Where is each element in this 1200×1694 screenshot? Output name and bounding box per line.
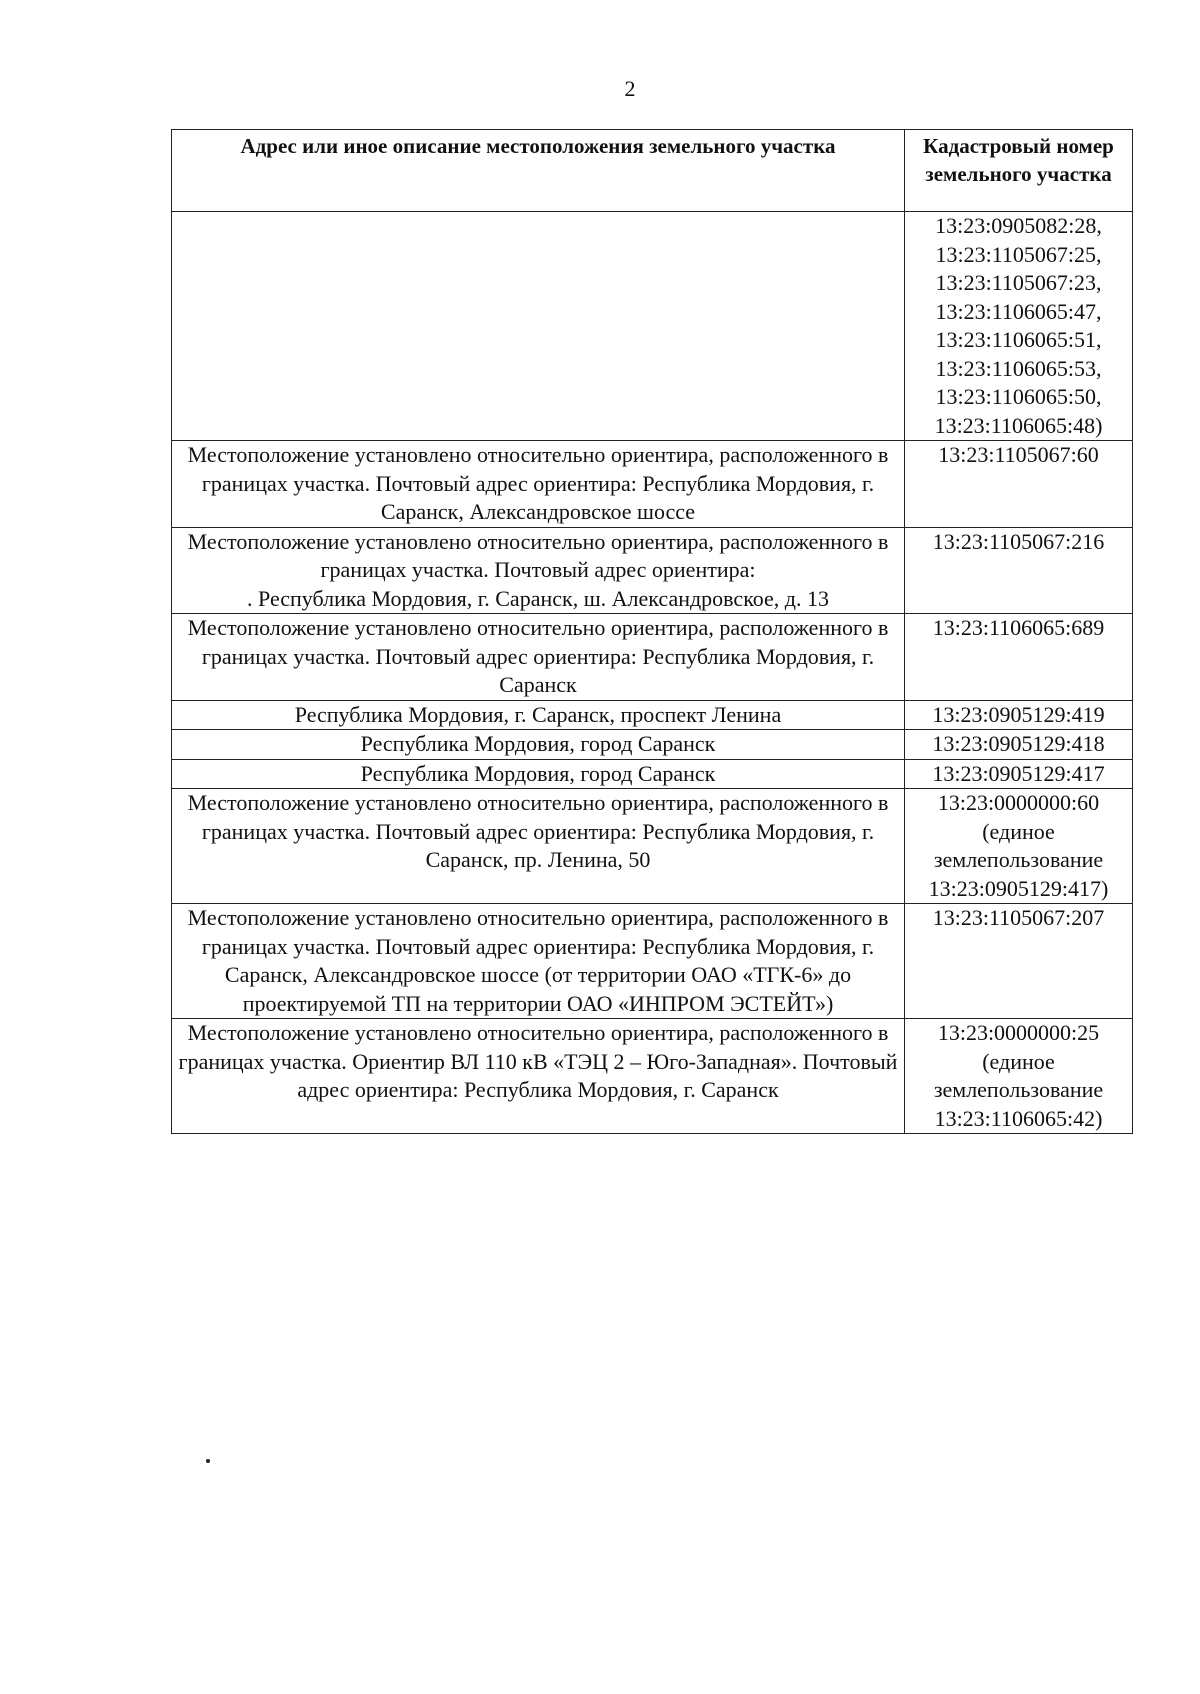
address-cell: Местоположение установлено относительно ориентира, расположенного в границах участка. Ориентир ВЛ 110 кВ «ТЭЦ 2 – Юго-Западная». Почтовый адрес ориентира: Республика Мордовия, г. Саранск bbox=[172, 1019, 905, 1134]
cadastral-cell bbox=[905, 441, 1133, 528]
cadastral-cell bbox=[905, 789, 1133, 904]
address-cell: Республика Мордовия, город Саранск bbox=[172, 730, 905, 760]
cadastral-number: 13:23:1106065:689 bbox=[932, 615, 1105, 640]
header-cadastral: Кадастровый номер земельного участка bbox=[905, 130, 1133, 212]
cadastral-cell bbox=[905, 1019, 1133, 1134]
address-cell bbox=[172, 527, 905, 614]
address-cell: Местоположение установлено относительно ориентира, расположенного в границах участка. Почтовый адрес ориентира: Республика Мордовия, г. Саранск, Александровское шоссе bbox=[172, 441, 905, 528]
cadastral-number: 13:23:1106065:53, bbox=[935, 355, 1102, 381]
address-cell: Местоположение установлено относительно ориентира, расположенного в границах участка. Почтовый адрес ориентира: Республика Мордовия, г. Саранск, пр. Ленина, 50 bbox=[172, 789, 905, 904]
table-row bbox=[172, 789, 1133, 904]
table-row bbox=[172, 1019, 1133, 1134]
table-row bbox=[172, 700, 1133, 730]
cadastral-cell bbox=[905, 759, 1133, 789]
cadastral-number: 13:23:0905129:418 bbox=[932, 731, 1105, 756]
address-cell bbox=[172, 212, 905, 441]
address-prefix: Местоположение установлено относительно ориентира, расположенного в границах участка. Почтовый адрес ориентира: bbox=[187, 528, 889, 582]
address-cell: Местоположение установлено относительно ориентира, расположенного в границах участка. Почтовый адрес ориентира: Республика Мордовия, г. Саранск bbox=[172, 614, 905, 701]
cadastral-number: 13:23:1105067:60 bbox=[938, 442, 1099, 467]
address-cell: Республика Мордовия, город Саранск bbox=[172, 759, 905, 789]
cadastral-number: 13:23:1106065:51, bbox=[935, 327, 1102, 352]
table-header-row bbox=[172, 130, 1133, 212]
table-row bbox=[172, 527, 1133, 614]
cadastral-number: 13:23:0000000:25 bbox=[937, 1020, 1100, 1045]
table-row bbox=[172, 730, 1133, 760]
cadastral-note: землепользование bbox=[933, 1077, 1104, 1102]
address-cell: Республика Мордовия, г. Саранск, проспект Ленина bbox=[172, 700, 905, 730]
cadastral-number: 13:23:1105067:23, bbox=[935, 270, 1102, 295]
land-plots-table bbox=[171, 129, 1133, 1134]
page-number: 2 bbox=[624, 76, 636, 101]
cadastral-number: 13:23:1106065:50, bbox=[935, 384, 1102, 409]
cadastral-number: 13:23:1106065:47, bbox=[935, 298, 1102, 324]
cadastral-note: землепользование bbox=[933, 847, 1104, 872]
cadastral-note: (единое bbox=[982, 1048, 1055, 1074]
cadastral-number: 13:23:1106065:48) bbox=[934, 412, 1103, 438]
scan-dot bbox=[206, 1459, 210, 1463]
cadastral-cell bbox=[905, 730, 1133, 760]
cadastral-cell bbox=[905, 700, 1133, 730]
cadastral-number: 13:23:0905129:419 bbox=[932, 701, 1105, 727]
table-row bbox=[172, 441, 1133, 528]
cadastral-number: 13:23:0905082:28, bbox=[935, 213, 1102, 238]
table-row bbox=[172, 614, 1133, 701]
table-row bbox=[172, 212, 1133, 441]
cadastral-note: (единое bbox=[982, 818, 1055, 844]
cadastral-cell bbox=[905, 212, 1133, 441]
cadastral-number: 13:23:0905129:417) bbox=[928, 875, 1109, 901]
cadastral-cell bbox=[905, 614, 1133, 701]
cadastral-number: 13:23:0000000:60 bbox=[937, 790, 1100, 815]
table-row bbox=[172, 904, 1133, 1019]
cadastral-cell bbox=[905, 904, 1133, 1019]
cadastral-number: 13:23:1105067:25, bbox=[935, 241, 1102, 267]
header-address: Адрес или иное описание местоположения земельного участка bbox=[172, 130, 905, 212]
address-cell: Местоположение установлено относительно ориентира, расположенного в границах участка. Почтовый адрес ориентира: Республика Мордовия, г. Саранск, Александровское шоссе (от территории ОАО «ТГК-6» до проектируемой ТП на территории ОАО «ИНПРОМ ЭСТЕЙТ») bbox=[172, 904, 905, 1019]
cadastral-number: 13:23:1105067:207 bbox=[932, 905, 1105, 930]
cadastral-number: 13:23:0905129:417 bbox=[932, 760, 1105, 786]
cadastral-cell bbox=[905, 527, 1133, 614]
address-text: . Республика Мордовия, г. Саранск, ш. Александровское, д. 13 bbox=[247, 585, 829, 611]
cadastral-number: 13:23:1106065:42) bbox=[934, 1105, 1103, 1131]
table-row bbox=[172, 759, 1133, 789]
cadastral-number: 13:23:1105067:216 bbox=[932, 528, 1105, 554]
